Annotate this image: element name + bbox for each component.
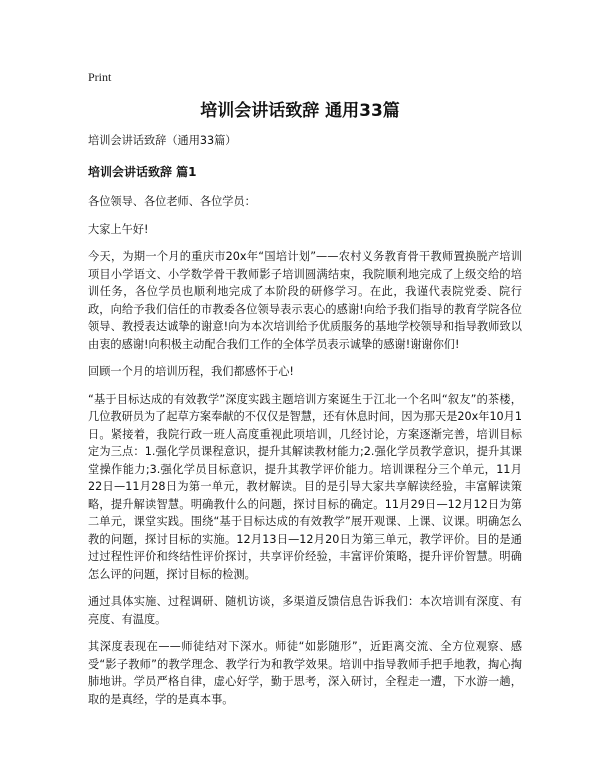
document-body [88, 132, 522, 718]
body-paragraph: 今天，为期一个月的重庆市20x年“国培计划”——农村义务教育骨干教师置换脱产培训项目小学语文、小学数学骨干教师影子培训圆满结束，我院顺利地完成了上级交给的培训任务，各位学员也顺利地完成了本阶段的研修学习。在此，我谨代表院党委、院行政，向给予我们信任的市教委各位领导表示衷心的感谢!向给予我们指导的教育学院各位领导、教授表达诚挚的谢意!向为本次培训给予优质服务的基地学校领导和指导教师致以由衷的感谢!向积极主动配合我们工作的全体学员表示诚挚的感谢!谢谢你们! [88, 250, 522, 351]
document-subtitle: 培训会讲话致辞（通用33篇） [88, 134, 237, 147]
body-paragraph: 通过具体实施、过程调研、随机访谈，多渠道反馈信息告诉我们：本次培训有深度、有亮度、有温度。 [88, 595, 522, 626]
page-title: 培训会讲话致辞 通用33篇 [200, 101, 400, 121]
print-label[interactable]: Print [88, 70, 112, 84]
body-paragraph: 回顾一个月的培训历程，我们都感怀于心! [88, 365, 294, 378]
section-heading: 培训会讲话致辞 篇1 [88, 164, 197, 179]
body-paragraph: “基于目标达成的有效教学”深度实践主题培训方案诞生于江北一个名叫“叙友”的茶楼，几位教研员为了起草方案奉献的不仅仅是智慧，还有休息时间，因为那天是20x年10月1日。紧接着，我院行政一班人高度重视此项培训，几经讨论，方案逐渐完善，培训目标定为三点：1.强化学员课程意识，提升其解读教材能力;2.强化学员教学意识，提升其课堂操作能力;3.强化学员目标意识，提升其教学评价能力。培训课程分三个单元，11月22日—11月28日为第一单元，教材解读。目的是引导大家共享解读经验，丰富解读策略，提升解读智慧。明确教什么的问题，探讨目标的确定。11月29日—12月12日为第二单元，课堂实践。围绕“基于目标达成的有效教学”展开观课、上课、议课。明确怎么教的问题，探讨目标的实施。12月13日—12月20日为第三单元，教学评价。目的是通过过程性评价和终结性评价探讨，共享评价经验，丰富评价策略，提升评价智慧。明确怎么评的问题，探讨目标的检测。 [88, 392, 522, 581]
salutation-paragraph: 各位领导、各位老师、各位学员： [88, 195, 256, 208]
body-paragraph: 其深度表现在——师徒结对下深水。师徒“如影随形”，近距离交流、全方位观察、感受“影子教师”的教学理念、教学行为和教学效果。培训中指导教师手把手地教，掏心掏肺地讲。学员严格自律，虚心好学，勤于思考，深入研讨，全程走一遭，下水游一趟，取的是真经，学的是真本事。 [88, 640, 522, 706]
greeting-paragraph: 大家上午好! [88, 222, 149, 236]
